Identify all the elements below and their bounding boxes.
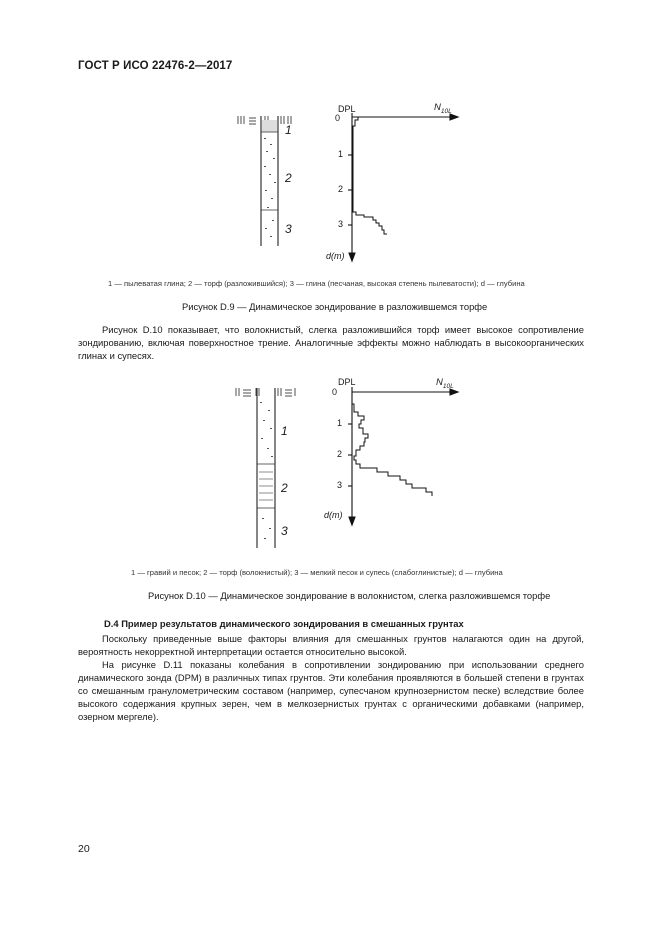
figure-d9-diagram xyxy=(228,96,468,266)
layer-label: 1 xyxy=(281,424,288,438)
ground-surface-hatch xyxy=(236,388,295,396)
figure-d10-legend: 1 — гравий и песок; 2 — торф (волокнистый); 3 — мелкий песок и супесь (слабоглинистые); d — глубина xyxy=(131,568,503,577)
paragraph-text: Рисунок D.10 показывает, что волокнистый, слегка разложившийся торф имеет высокое сопротивление зондированию, включая поверхностное трение. Аналогичные эффекты можно наблюдать в высокоорганических глинах и супесях. xyxy=(78,324,584,361)
document-header: ГОСТ Р ИСО 22476-2—2017 xyxy=(78,60,233,72)
depth-tick: 0 xyxy=(332,387,338,397)
layer-label: 2 xyxy=(281,481,288,495)
depth-tick: 3 xyxy=(338,219,344,229)
layer-label: 3 xyxy=(281,524,288,538)
chart-title-dpl: DPL xyxy=(338,377,356,387)
section-heading: D.4 Пример результатов динамического зондирования в смешанных грунтах xyxy=(104,618,464,629)
soil-column xyxy=(261,116,278,246)
figure-d10-caption: Рисунок D.10 — Динамическое зондирование в волокнистом, слегка разложившемся торфе xyxy=(148,590,551,601)
chart-title-dpl: DPL xyxy=(338,104,356,114)
depth-tick: 1 xyxy=(338,149,344,159)
body-paragraph xyxy=(78,323,584,362)
layer-label: 2 xyxy=(285,171,292,185)
paragraph-text: Поскольку приведенные выше факторы влияния для смешанных грунтов налагаются один на другой, вероятность некорректной интерпретации остается относительно высокой. xyxy=(78,633,584,657)
page-number: 20 xyxy=(78,843,90,855)
figure-d9-legend: 1 — пылеватая глина; 2 — торф (разложившийся); 3 — глина (песчаная, высокая степень пылеватости); d — глубина xyxy=(108,279,525,288)
depth-tick: 3 xyxy=(337,480,343,490)
chart-axis-n: $N_{10L}$ xyxy=(434,102,452,115)
depth-axis-label: d(m) xyxy=(324,510,343,520)
depth-tick: 0 xyxy=(335,113,341,123)
dpl-profile-line xyxy=(352,392,432,496)
soil-column xyxy=(257,388,275,548)
layer-label: 1 xyxy=(285,123,292,137)
section-body xyxy=(78,632,584,723)
figure-d10-diagram xyxy=(228,368,468,553)
chart-axes xyxy=(348,113,458,261)
depth-axis-label: d(m) xyxy=(326,251,345,261)
depth-tick: 2 xyxy=(338,184,344,194)
dpl-profile-line xyxy=(352,117,387,234)
chart-axis-n: $N_{10L}$ xyxy=(436,377,454,390)
chart-axes xyxy=(348,387,458,525)
paragraph-text: На рисунке D.11 показаны колебания в сопротивлении зондированию при использовании среднего динамического зонда (DPM) в различных типах грунтов. Эти колебания проявляются в большей степени в грунтах со смешанным гранулометрическим составом (например, супесчаном крупнозернистом песке) вследствие более высокого содержания крупных зерен, чем в мелкозернистых грунтах с органическими добавками (например, озерном мергеле). xyxy=(78,659,584,722)
layer-label: 3 xyxy=(285,222,292,236)
depth-tick: 2 xyxy=(337,449,343,459)
depth-tick: 1 xyxy=(337,418,343,428)
figure-d9-caption: Рисунок D.9 — Динамическое зондирование в разложившемся торфе xyxy=(182,301,488,312)
